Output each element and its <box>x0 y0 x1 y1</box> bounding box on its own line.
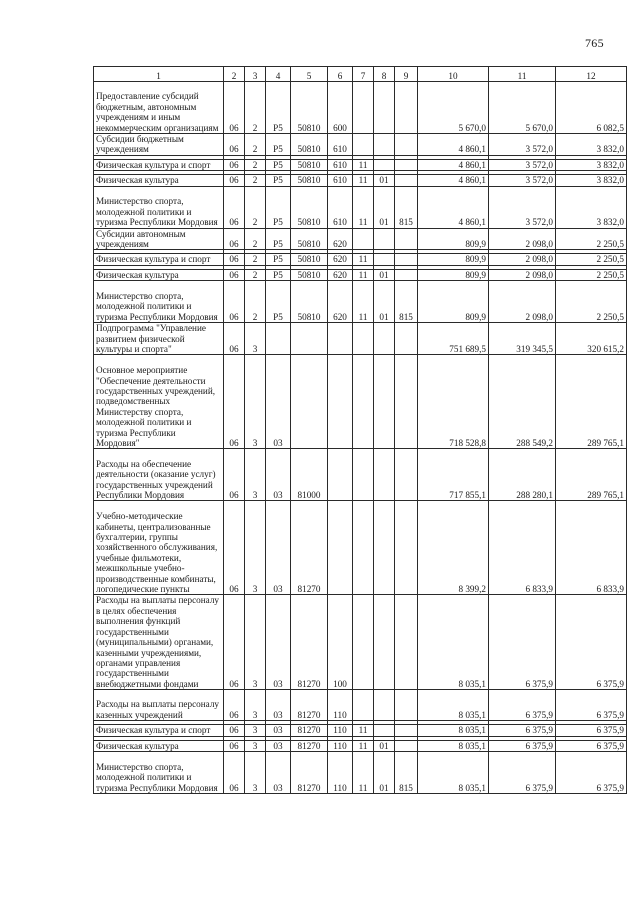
row-description: Предоставление субсидий бюджетным, автономным учреждениям и иным некоммерческим организациям <box>94 82 224 134</box>
subdivision-code: 01 <box>374 269 395 280</box>
item-code: 81270 <box>291 751 328 793</box>
division-code <box>353 355 374 449</box>
column-header: 5 <box>291 67 328 82</box>
item-code: 50810 <box>291 82 328 134</box>
subsection-code: 3 <box>245 323 266 355</box>
program-code: Р5 <box>266 281 291 323</box>
column-header: 8 <box>374 67 395 82</box>
subdivision-code <box>374 449 395 501</box>
division-code <box>353 501 374 595</box>
column-header: 6 <box>328 67 353 82</box>
section-code: 06 <box>224 186 245 228</box>
table-row <box>94 501 627 595</box>
ministry-code <box>395 323 418 355</box>
expense-type <box>328 323 353 355</box>
amount-year-1: 809,9 <box>418 281 489 323</box>
program-code: 03 <box>266 595 291 690</box>
subdivision-code <box>374 725 395 736</box>
amount-year-1: 718 528,8 <box>418 355 489 449</box>
row-description: Физическая культура и спорт <box>94 725 224 736</box>
row-description: Учебно-методические кабинеты, централизованные бухгалтерии, группы хозяйственного обслуживания, учебные фильмотеки, межшкольные учебно-производственные комбинаты, логопедические пункты <box>94 501 224 595</box>
amount-year-3: 2 250,5 <box>556 228 627 250</box>
ministry-code: 815 <box>395 281 418 323</box>
ministry-code <box>395 269 418 280</box>
amount-year-3: 320 615,2 <box>556 323 627 355</box>
row-description: Субсидии бюджетным учреждениям <box>94 134 224 156</box>
column-header: 3 <box>245 67 266 82</box>
amount-year-1: 5 670,0 <box>418 82 489 134</box>
section-code: 06 <box>224 595 245 690</box>
table-row <box>94 228 627 250</box>
amount-year-2: 6 375,9 <box>489 740 556 751</box>
row-description: Министерство спорта, молодежной политики и туризма Республики Мордовия <box>94 281 224 323</box>
subdivision-code <box>374 82 395 134</box>
item-code: 81000 <box>291 449 328 501</box>
amount-year-1: 8 035,1 <box>418 690 489 721</box>
table-row <box>94 449 627 501</box>
subdivision-code <box>374 159 395 170</box>
ministry-code <box>395 175 418 186</box>
section-code: 06 <box>224 82 245 134</box>
amount-year-1: 809,9 <box>418 228 489 250</box>
amount-year-2: 6 375,9 <box>489 751 556 793</box>
amount-year-1: 8 035,1 <box>418 595 489 690</box>
section-code: 06 <box>224 269 245 280</box>
amount-year-2: 2 098,0 <box>489 228 556 250</box>
subdivision-code <box>374 323 395 355</box>
amount-year-1: 717 855,1 <box>418 449 489 501</box>
expense-type: 620 <box>328 254 353 265</box>
amount-year-2: 288 549,2 <box>489 355 556 449</box>
subsection-code: 3 <box>245 501 266 595</box>
section-code: 06 <box>224 159 245 170</box>
item-code: 50810 <box>291 186 328 228</box>
expense-type: 100 <box>328 595 353 690</box>
amount-year-2: 3 572,0 <box>489 186 556 228</box>
expense-type <box>328 501 353 595</box>
item-code: 50810 <box>291 281 328 323</box>
amount-year-3: 2 250,5 <box>556 269 627 280</box>
amount-year-3: 3 832,0 <box>556 175 627 186</box>
column-header: 7 <box>353 67 374 82</box>
amount-year-1: 4 860,1 <box>418 134 489 156</box>
row-description: Подпрограмма "Управление развитием физической культуры и спорта" <box>94 323 224 355</box>
program-code: 03 <box>266 740 291 751</box>
item-code: 50810 <box>291 159 328 170</box>
division-code: 11 <box>353 186 374 228</box>
division-code: 11 <box>353 159 374 170</box>
program-code: Р5 <box>266 269 291 280</box>
row-description: Субсидии автономным учреждениям <box>94 228 224 250</box>
expense-type: 610 <box>328 159 353 170</box>
expense-type: 110 <box>328 690 353 721</box>
division-code: 11 <box>353 269 374 280</box>
amount-year-2: 6 375,9 <box>489 725 556 736</box>
expense-type: 110 <box>328 725 353 736</box>
program-code: Р5 <box>266 228 291 250</box>
row-description: Министерство спорта, молодежной политики и туризма Республики Мордовия <box>94 186 224 228</box>
table-row <box>94 134 627 156</box>
section-code: 06 <box>224 449 245 501</box>
subsection-code: 2 <box>245 254 266 265</box>
subdivision-code <box>374 254 395 265</box>
section-code: 06 <box>224 323 245 355</box>
item-code <box>291 323 328 355</box>
amount-year-2: 2 098,0 <box>489 254 556 265</box>
subsection-code: 3 <box>245 355 266 449</box>
ministry-code <box>395 725 418 736</box>
subsection-code: 2 <box>245 159 266 170</box>
row-description: Расходы на выплаты персоналу казенных учреждений <box>94 690 224 721</box>
subsection-code: 3 <box>245 449 266 501</box>
section-code: 06 <box>224 740 245 751</box>
subdivision-code: 01 <box>374 740 395 751</box>
amount-year-2: 6 833,9 <box>489 501 556 595</box>
program-code: Р5 <box>266 134 291 156</box>
row-description: Физическая культура <box>94 740 224 751</box>
table-row <box>94 159 627 170</box>
division-code: 11 <box>353 751 374 793</box>
amount-year-1: 751 689,5 <box>418 323 489 355</box>
row-description: Основное мероприятие "Обеспечение деятельности государственных учреждений, подведомственных Министерству спорта, молодежной политики и туризма Республики Мордовия" <box>94 355 224 449</box>
section-code: 06 <box>224 725 245 736</box>
ministry-code <box>395 82 418 134</box>
amount-year-3: 2 250,5 <box>556 281 627 323</box>
amount-year-2: 288 280,1 <box>489 449 556 501</box>
amount-year-2: 6 375,9 <box>489 690 556 721</box>
amount-year-2: 3 572,0 <box>489 159 556 170</box>
subsection-code: 3 <box>245 690 266 721</box>
subdivision-code: 01 <box>374 281 395 323</box>
division-code <box>353 690 374 721</box>
table-row <box>94 323 627 355</box>
division-code <box>353 134 374 156</box>
division-code <box>353 449 374 501</box>
division-code: 11 <box>353 740 374 751</box>
program-code: 03 <box>266 449 291 501</box>
item-code: 50810 <box>291 269 328 280</box>
row-description: Физическая культура <box>94 269 224 280</box>
subdivision-code <box>374 690 395 721</box>
amount-year-2: 3 572,0 <box>489 134 556 156</box>
ministry-code <box>395 254 418 265</box>
amount-year-3: 3 832,0 <box>556 186 627 228</box>
subsection-code: 2 <box>245 82 266 134</box>
expense-type: 110 <box>328 751 353 793</box>
program-code: Р5 <box>266 175 291 186</box>
table-row <box>94 690 627 721</box>
amount-year-3: 6 375,9 <box>556 740 627 751</box>
table-row <box>94 595 627 690</box>
subsection-code: 3 <box>245 740 266 751</box>
amount-year-1: 4 860,1 <box>418 175 489 186</box>
column-header: 1 <box>94 67 224 82</box>
amount-year-1: 8 035,1 <box>418 751 489 793</box>
table-row <box>94 740 627 751</box>
division-code: 11 <box>353 254 374 265</box>
subdivision-code: 01 <box>374 175 395 186</box>
row-description: Расходы на обеспечение деятельности (оказание услуг) государственных учреждений Республики Мордовия <box>94 449 224 501</box>
item-code: 50810 <box>291 175 328 186</box>
expense-type: 600 <box>328 82 353 134</box>
subdivision-code <box>374 355 395 449</box>
table-row <box>94 751 627 793</box>
amount-year-2: 5 670,0 <box>489 82 556 134</box>
amount-year-2: 2 098,0 <box>489 269 556 280</box>
expense-type <box>328 355 353 449</box>
table-row <box>94 186 627 228</box>
row-description: Физическая культура <box>94 175 224 186</box>
ministry-code <box>395 355 418 449</box>
section-code: 06 <box>224 690 245 721</box>
program-code: Р5 <box>266 186 291 228</box>
amount-year-1: 4 860,1 <box>418 186 489 228</box>
subsection-code: 3 <box>245 751 266 793</box>
item-code: 81270 <box>291 501 328 595</box>
item-code: 50810 <box>291 134 328 156</box>
program-code: 03 <box>266 725 291 736</box>
row-description: Физическая культура и спорт <box>94 159 224 170</box>
ministry-code <box>395 228 418 250</box>
row-description: Министерство спорта, молодежной политики и туризма Республики Мордовия <box>94 751 224 793</box>
amount-year-3: 6 375,9 <box>556 690 627 721</box>
expense-type: 620 <box>328 228 353 250</box>
subsection-code: 2 <box>245 186 266 228</box>
amount-year-2: 6 375,9 <box>489 595 556 690</box>
ministry-code: 815 <box>395 186 418 228</box>
division-code <box>353 82 374 134</box>
ministry-code <box>395 690 418 721</box>
division-code: 11 <box>353 175 374 186</box>
expense-type: 610 <box>328 134 353 156</box>
expense-type: 610 <box>328 186 353 228</box>
header-row <box>94 67 627 82</box>
amount-year-3: 2 250,5 <box>556 254 627 265</box>
division-code <box>353 323 374 355</box>
program-code: Р5 <box>266 159 291 170</box>
amount-year-3: 289 765,1 <box>556 449 627 501</box>
ministry-code <box>395 134 418 156</box>
section-code: 06 <box>224 751 245 793</box>
program-code: 03 <box>266 690 291 721</box>
subsection-code: 2 <box>245 228 266 250</box>
subdivision-code <box>374 501 395 595</box>
table-row <box>94 254 627 265</box>
subdivision-code: 01 <box>374 186 395 228</box>
budget-table <box>93 66 627 794</box>
subdivision-code <box>374 595 395 690</box>
table-body <box>94 82 627 794</box>
item-code: 81270 <box>291 740 328 751</box>
ministry-code: 815 <box>395 751 418 793</box>
section-code: 06 <box>224 254 245 265</box>
expense-type <box>328 449 353 501</box>
amount-year-2: 319 345,5 <box>489 323 556 355</box>
table-row <box>94 269 627 280</box>
amount-year-1: 809,9 <box>418 269 489 280</box>
expense-type: 110 <box>328 740 353 751</box>
program-code: Р5 <box>266 82 291 134</box>
expense-type: 620 <box>328 269 353 280</box>
page-number: 765 <box>585 36 604 50</box>
amount-year-2: 2 098,0 <box>489 281 556 323</box>
division-code <box>353 228 374 250</box>
table-row <box>94 355 627 449</box>
division-code <box>353 595 374 690</box>
amount-year-1: 8 399,2 <box>418 501 489 595</box>
subdivision-code <box>374 228 395 250</box>
item-code: 81270 <box>291 595 328 690</box>
section-code: 06 <box>224 501 245 595</box>
column-header: 2 <box>224 67 245 82</box>
section-code: 06 <box>224 134 245 156</box>
table-row <box>94 725 627 736</box>
amount-year-2: 3 572,0 <box>489 175 556 186</box>
column-header: 11 <box>489 67 556 82</box>
table-row <box>94 281 627 323</box>
program-code: Р5 <box>266 254 291 265</box>
section-code: 06 <box>224 228 245 250</box>
amount-year-1: 8 035,1 <box>418 740 489 751</box>
ministry-code <box>395 595 418 690</box>
item-code: 81270 <box>291 690 328 721</box>
division-code: 11 <box>353 725 374 736</box>
row-description: Расходы на выплаты персоналу в целях обеспечения выполнения функций государственными (муниципальными) органами, казенными учреждениями, органами управления государственными внебюджетными фондами <box>94 595 224 690</box>
amount-year-3: 3 832,0 <box>556 159 627 170</box>
row-description: Физическая культура и спорт <box>94 254 224 265</box>
subsection-code: 2 <box>245 175 266 186</box>
program-code: 03 <box>266 501 291 595</box>
column-header: 9 <box>395 67 418 82</box>
ministry-code <box>395 449 418 501</box>
section-code: 06 <box>224 175 245 186</box>
expense-type: 620 <box>328 281 353 323</box>
division-code: 11 <box>353 281 374 323</box>
amount-year-3: 289 765,1 <box>556 355 627 449</box>
amount-year-3: 3 832,0 <box>556 134 627 156</box>
subsection-code: 3 <box>245 595 266 690</box>
item-code: 81270 <box>291 725 328 736</box>
subsection-code: 2 <box>245 269 266 280</box>
amount-year-3: 6 375,9 <box>556 751 627 793</box>
subdivision-code <box>374 134 395 156</box>
subsection-code: 2 <box>245 281 266 323</box>
column-header: 4 <box>266 67 291 82</box>
amount-year-1: 8 035,1 <box>418 725 489 736</box>
table-row <box>94 175 627 186</box>
amount-year-3: 6 375,9 <box>556 595 627 690</box>
section-code: 06 <box>224 281 245 323</box>
table-row <box>94 82 627 134</box>
amount-year-1: 809,9 <box>418 254 489 265</box>
subsection-code: 2 <box>245 134 266 156</box>
program-code: 03 <box>266 751 291 793</box>
ministry-code <box>395 159 418 170</box>
amount-year-3: 6 082,5 <box>556 82 627 134</box>
section-code: 06 <box>224 355 245 449</box>
ministry-code <box>395 501 418 595</box>
ministry-code <box>395 740 418 751</box>
expense-type: 610 <box>328 175 353 186</box>
amount-year-1: 4 860,1 <box>418 159 489 170</box>
item-code: 50810 <box>291 254 328 265</box>
item-code: 50810 <box>291 228 328 250</box>
amount-year-3: 6 833,9 <box>556 501 627 595</box>
subdivision-code: 01 <box>374 751 395 793</box>
item-code <box>291 355 328 449</box>
amount-year-3: 6 375,9 <box>556 725 627 736</box>
subsection-code: 3 <box>245 725 266 736</box>
column-header: 10 <box>418 67 489 82</box>
column-header: 12 <box>556 67 627 82</box>
program-code <box>266 323 291 355</box>
program-code: 03 <box>266 355 291 449</box>
